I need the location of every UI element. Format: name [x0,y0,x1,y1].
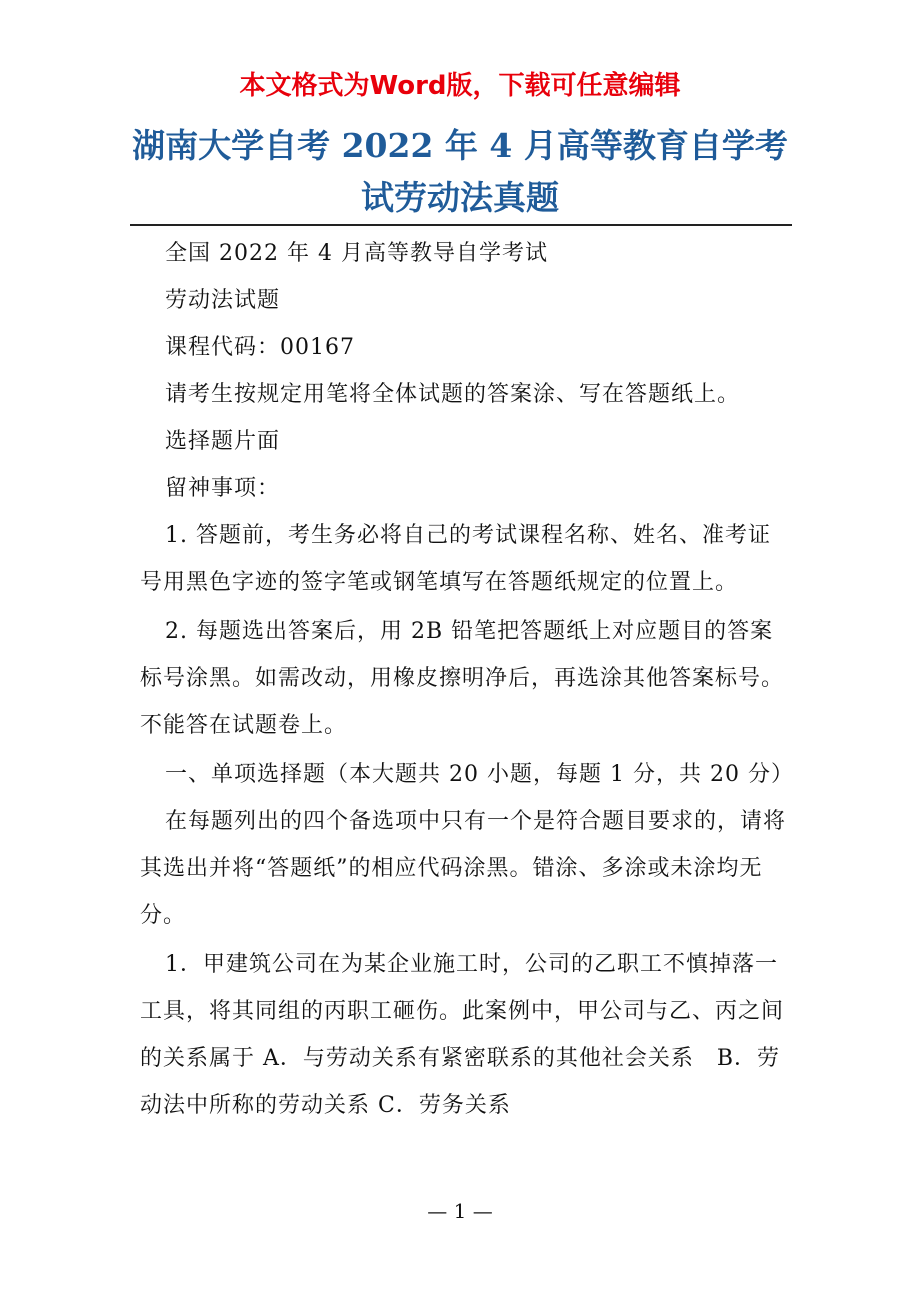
note-item-2: 2. 每题选出答案后，用 2B 铅笔把答题纸上对应题目的答案标号涂黑。如需改动，用橡皮擦明净后，再选涂其他答案标号。不能答在试题卷上。 [140,619,785,738]
subject-name: 劳动法试题 [165,288,281,313]
part-one-instruction: 在每题列出的四个备选项中只有一个是符合题目要求的，请将其选出并将“答题纸”的相应代码涂黑。错涂、多涂或未涂均无分。 [140,809,787,928]
document-title [130,120,790,224]
part-one-heading: 一、单项选择题（本大题共 20 小题，每题 1 分，共 20 分） [165,762,794,787]
download-banner: 本文格式为Word版，下载可任意编辑 [239,71,681,101]
title-divider [130,224,792,226]
notes-heading: 留神事项： [165,476,281,501]
question-1: 1．甲建筑公司在为某企业施工时，公司的乙职工不慎掉落一工具，将其同组的丙职工砸伤。此案例中，甲公司与乙、丙之间的关系属于 A．与劳动关系有紧密联系的其他社会关系 B．劳动法中所称的劳动关系 C．劳务关系 [140,952,785,1118]
answer-instruction: 请考生按规定用笔将全体试题的答案涂、写在答题纸上。 [165,382,741,407]
page-number: — 1 — [427,1199,493,1223]
note-item-1: 1. 答题前，考生务必将自己的考试课程名称、姓名、准考证号用黑色字迹的签字笔或钢笔填写在答题纸规定的位置上。 [140,523,771,595]
document-body [140,230,794,1129]
section-heading-choice: 选择题片面 [165,429,281,454]
course-code: 课程代码：00167 [165,335,355,360]
title-line-1: 湖南大学自考 2022 年 4 月高等教育自学考 [132,126,788,165]
exam-name: 全国 2022 年 4 月高等教导自学考试 [165,241,548,266]
title-line-2: 试劳动法真题 [361,178,559,217]
